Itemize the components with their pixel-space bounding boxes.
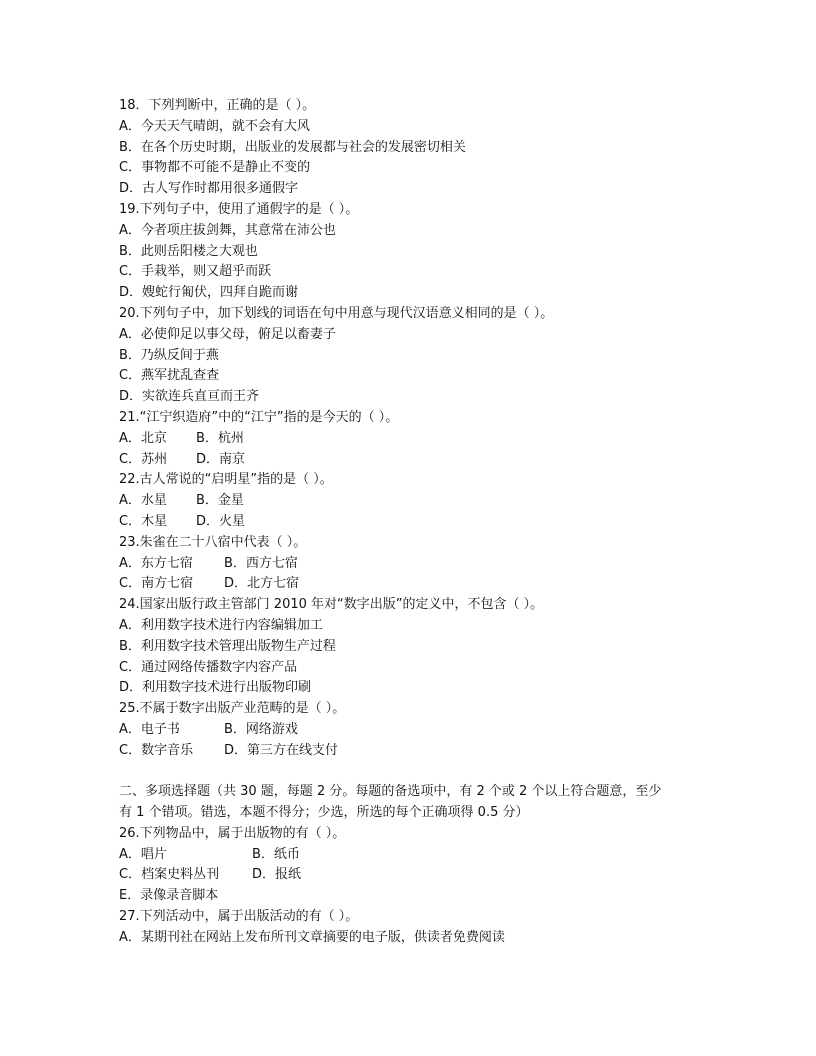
option: A．东方七宿 xyxy=(119,555,193,571)
option: B．西方七宿 xyxy=(224,555,298,571)
option-row xyxy=(119,845,699,866)
question-block-26-27 xyxy=(119,886,699,948)
section-heading: 二、多项选择题（共 30 题，每题 2 分。每题的备选项中，有 2 个或 2 个以上符合题意，至少 xyxy=(119,784,662,800)
text-line: A．今者项庄拔剑舞，其意常在沛公也 xyxy=(119,222,336,238)
question-stem: 23.朱雀在二十八宿中代表（ ）。 xyxy=(119,534,307,550)
section-multiple-choice xyxy=(119,782,699,844)
text-line: 21.“江宁织造府”中的“江宁”指的是今天的（ ）。 xyxy=(119,409,399,425)
text-line: B．利用数字技术管理出版物生产过程 xyxy=(119,638,336,654)
option: C．档案史料丛刊 xyxy=(119,867,220,883)
question-stem: 26.下列物品中，属于出版物的有（ ）。 xyxy=(119,825,346,841)
option-row xyxy=(119,741,699,762)
text-line: D．利用数字技术进行出版物印刷 xyxy=(119,680,312,696)
text-line: C．事物都不可能不是静止不变的 xyxy=(119,160,311,176)
option: A．唱片 xyxy=(119,846,167,862)
question-block-24-25 xyxy=(119,595,699,720)
text-line: A．必使仰足以事父母，俯足以畜妻子 xyxy=(119,326,336,342)
spacer xyxy=(119,762,699,783)
text-line: D．实欲连兵直亘而王齐 xyxy=(119,389,260,405)
option-row xyxy=(119,491,699,512)
text-line: C．通过网络传播数字内容产品 xyxy=(119,659,298,675)
option: D．报纸 xyxy=(252,867,302,883)
option: D．南京 xyxy=(196,451,246,467)
option-row xyxy=(119,554,699,575)
text-line: D．嫂蛇行匍伏，四拜自跪而谢 xyxy=(119,285,299,301)
option: D．北方七宿 xyxy=(224,576,300,592)
text-line: B．在各个历史时期，出版业的发展都与社会的发展密切相关 xyxy=(119,139,466,155)
option: A．水星 xyxy=(119,493,167,509)
option-row xyxy=(119,574,699,595)
text-line: 18．下列判断中，正确的是（ ）。 xyxy=(119,98,316,113)
option-row xyxy=(119,450,699,471)
text-line: B．乃纵反间于燕 xyxy=(119,347,219,363)
exam-content xyxy=(119,96,699,949)
text-line: A．今天天气晴朗，就不会有大风 xyxy=(119,118,310,134)
text-line: A．某期刊社在网站上发布所刊文章摘要的电子版，供读者免费阅读 xyxy=(119,929,505,945)
text-line: A．利用数字技术进行内容编辑加工 xyxy=(119,617,323,633)
option-row xyxy=(119,429,699,450)
text-line: C．燕军扰乱查查 xyxy=(119,368,220,384)
option: B．杭州 xyxy=(196,430,244,446)
text-line: B．此则岳阳楼之大观也 xyxy=(119,243,258,259)
option: D．火星 xyxy=(196,513,246,529)
text-line: 25.不属于数字出版产业范畴的是（ ）。 xyxy=(119,701,346,717)
option: A．电子书 xyxy=(119,721,180,737)
question-stem: 27.下列活动中，属于出版活动的有（ ）。 xyxy=(119,909,359,925)
text-line: E．录像录音脚本 xyxy=(119,888,219,904)
question-block-18-21 xyxy=(119,96,699,429)
option: C．苏州 xyxy=(119,451,168,467)
option: B．金星 xyxy=(196,493,244,509)
option: B．网络游戏 xyxy=(224,721,298,737)
option: C．南方七宿 xyxy=(119,576,194,592)
text-line: 20.下列句子中，加下划线的词语在句中用意与现代汉语意义相同的是（ ）。 xyxy=(119,305,554,321)
section-heading: 有 1 个错项。错选，本题不得分；少选，所选的每个正确项得 0.5 分） xyxy=(119,805,529,821)
option-row xyxy=(119,512,699,533)
option: C．木星 xyxy=(119,513,168,529)
text-line: D．古人写作时都用很多通假字 xyxy=(119,181,299,197)
option: C．数字音乐 xyxy=(119,742,194,758)
option-row xyxy=(119,865,699,886)
text-line: 24.国家出版行政主管部门 2010 年对“数字出版”的定义中，不包含（ ）。 xyxy=(119,597,544,613)
option-row xyxy=(119,720,699,741)
question-stem: 22.古人常说的“启明星”指的是（ ）。 xyxy=(119,472,333,488)
option: D．第三方在线支付 xyxy=(224,742,339,758)
option: B．纸币 xyxy=(252,846,300,862)
text-line: 19.下列句子中，使用了通假字的是（ ）。 xyxy=(119,201,359,217)
option: A．北京 xyxy=(119,430,167,446)
text-line: C．手栽举，则又超乎而跃 xyxy=(119,264,272,280)
